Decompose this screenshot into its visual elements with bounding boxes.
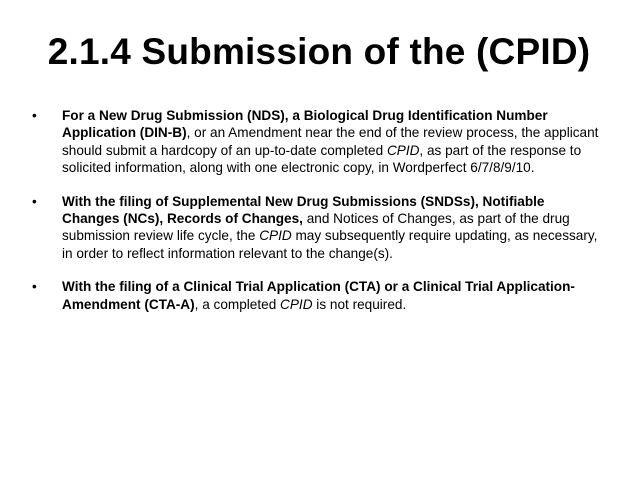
bullet-bold-text: With the filing of Supplemental New Drug Submissions (SNDSs), Notifiable Changes (NCs), Records of Changes, — [62, 193, 545, 227]
bullet-italic-text: CPID — [259, 228, 292, 244]
slide-title: 2.1.4 Submission of the (CPID) — [47, 31, 591, 72]
bullet-icon: • — [32, 108, 37, 123]
bullet-text: and Notices of Changes, as part of the drug submission review life cycle, the — [62, 211, 570, 244]
bullet-item-snds — [30, 193, 600, 263]
bullet-list — [30, 107, 600, 329]
bullet-icon: • — [32, 193, 37, 209]
bullet-icon: • — [32, 279, 37, 295]
bullet-italic-text: CPID — [280, 296, 313, 312]
bullet-text: , as part of the response to solicited information, along with one electronic copy, in Wordperfect 6/7/8/9/10. — [62, 142, 582, 176]
bullet-text: , a completed — [194, 296, 281, 312]
bullet-item-nds — [30, 107, 600, 177]
bullet-bold-text: For a New Drug Submission (NDS), a Biological Drug Identification Number Application (DIN-B) — [62, 108, 548, 141]
bullet-text: , or an Amendment near the end of the review process, the applicant should submit a hardcopy of an up-to-date completed — [62, 125, 599, 158]
bullet-text: is not required. — [312, 296, 407, 312]
bullet-text: may subsequently require updating, as necessary, in order to reflect information relevant to the change(s). — [62, 228, 598, 261]
bullet-italic-text: CPID — [386, 142, 420, 158]
bullet-bold-text: With the filing of a Clinical Trial Application (CTA) or a Clinical Trial Application-Amendment (CTA-A) — [62, 279, 575, 312]
bullet-item-cta — [30, 278, 600, 313]
